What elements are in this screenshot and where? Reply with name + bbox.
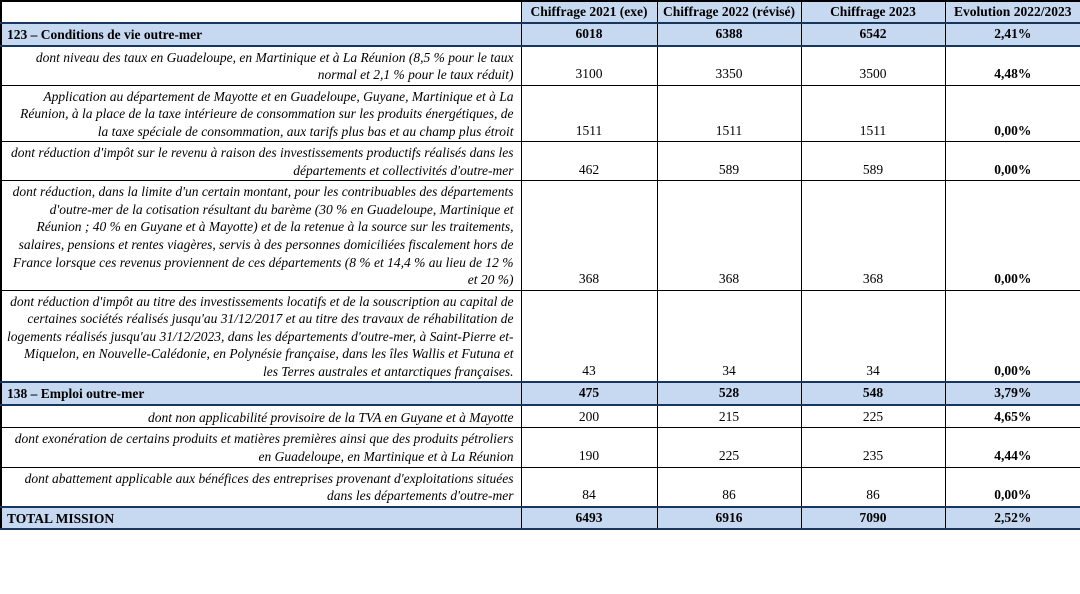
evolution-value: 3,79% (945, 382, 1080, 405)
chiffrage-value: 225 (657, 428, 801, 467)
row-label-detail: Application au département de Mayotte et en Guadeloupe, Guyane, Martinique et à La Réunion, à la place de la taxe intérieure de consommation sur les produits énergétiques, de la taxe spéciale de consommation, aux tarifs plus bas et au champ plus étroit (1, 85, 521, 142)
chiffrage-value: 6542 (801, 23, 945, 46)
row-label-detail: dont abattement applicable aux bénéfices des entreprises provenant d'exploitations situées dans les départements d'outre-mer (1, 467, 521, 507)
chiffrage-value: 43 (521, 290, 657, 382)
column-header: Chiffrage 2023 (801, 1, 945, 23)
evolution-value: 2,41% (945, 23, 1080, 46)
evolution-value: 4,48% (945, 46, 1080, 86)
chiffrage-value: 200 (521, 405, 657, 428)
chiffrage-value: 225 (801, 405, 945, 428)
chiffrage-value: 368 (801, 181, 945, 290)
evolution-value: 4,44% (945, 428, 1080, 467)
row-label-detail: dont réduction, dans la limite d'un certain montant, pour les contribuables des départements d'outre-mer de la cotisation résultant du barème (30 % en Guadeloupe, Martinique et Réunion ; 40 % en Guyane et à Mayotte) et de la retenue à la source sur les traitements, salaires, pensions et rentes viagères, servis à des personnes domiciliées fiscalement hors de France lorsque ces revenus proviennent de ces départements (8 % et 14,4 % au lieu de 12 % et 20 %) (1, 181, 521, 290)
evolution-value: 0,00% (945, 85, 1080, 142)
chiffrage-value: 6916 (657, 507, 801, 530)
chiffrage-value: 86 (801, 467, 945, 507)
chiffrage-value: 528 (657, 382, 801, 405)
chiffrage-value: 368 (521, 181, 657, 290)
row-label-detail: dont non applicabilité provisoire de la TVA en Guyane et à Mayotte (1, 405, 521, 428)
chiffrage-value: 589 (801, 142, 945, 181)
table-row (1, 467, 1080, 507)
chiffrage-value: 548 (801, 382, 945, 405)
chiffrage-value: 3350 (657, 46, 801, 86)
table-row (1, 405, 1080, 428)
column-header: Evolution 2022/2023 (945, 1, 1080, 23)
chiffrage-value: 1511 (521, 85, 657, 142)
evolution-value: 2,52% (945, 507, 1080, 530)
chiffrage-value: 86 (657, 467, 801, 507)
chiffrage-value: 6493 (521, 507, 657, 530)
evolution-value: 0,00% (945, 181, 1080, 290)
chiffrage-value: 3500 (801, 46, 945, 86)
chiffrage-value: 7090 (801, 507, 945, 530)
table-row (1, 23, 1080, 46)
chiffrage-value: 475 (521, 382, 657, 405)
evolution-value: 0,00% (945, 467, 1080, 507)
table-row (1, 85, 1080, 142)
chiffrage-value: 6388 (657, 23, 801, 46)
table-row (1, 46, 1080, 86)
column-header: Chiffrage 2022 (révisé) (657, 1, 801, 23)
table-body (1, 23, 1080, 529)
evolution-value: 0,00% (945, 142, 1080, 181)
chiffrage-value: 1511 (801, 85, 945, 142)
chiffrage-value: 589 (657, 142, 801, 181)
row-label-detail: dont exonération de certains produits et matières premières ainsi que des produits pétroliers en Guadeloupe, en Martinique et à La Réunion (1, 428, 521, 467)
chiffrage-value: 462 (521, 142, 657, 181)
chiffrage-value: 6018 (521, 23, 657, 46)
table-row (1, 290, 1080, 382)
chiffrage-value: 34 (657, 290, 801, 382)
chiffrage-value: 3100 (521, 46, 657, 86)
chiffrage-value: 368 (657, 181, 801, 290)
table-row (1, 507, 1080, 530)
chiffrage-value: 34 (801, 290, 945, 382)
chiffrage-value: 215 (657, 405, 801, 428)
corner-cell (1, 1, 521, 23)
row-label-detail: dont réduction d'impôt sur le revenu à raison des investissements productifs réalisés dans les départements et collectivités d'outre-mer (1, 142, 521, 181)
table-row (1, 181, 1080, 290)
chiffrage-value: 84 (521, 467, 657, 507)
chiffrage-value: 1511 (657, 85, 801, 142)
chiffrage-value: 190 (521, 428, 657, 467)
table-row (1, 382, 1080, 405)
chiffrage-value: 235 (801, 428, 945, 467)
row-label-detail: dont réduction d'impôt au titre des investissements locatifs et de la souscription au capital de certaines sociétés réalisés jusqu'au 31/12/2017 et au titre des travaux de réhabilitation de logements réalisés jusqu'au 31/12/2023, dans les départements d'outre-mer, à Saint-Pierre et-Miquelon, en Nouvelle-Calédonie, en Polynésie française, dans les îles Wallis et Futuna et les Terres australes et antarctiques françaises. (1, 290, 521, 382)
header-row (1, 1, 1080, 23)
row-label-section: 138 – Emploi outre-mer (1, 382, 521, 405)
table-row (1, 428, 1080, 467)
evolution-value: 4,65% (945, 405, 1080, 428)
row-label-detail: dont niveau des taux en Guadeloupe, en Martinique et à La Réunion (8,5 % pour le taux normal et 2,1 % pour le taux réduit) (1, 46, 521, 86)
row-label-section: TOTAL MISSION (1, 507, 521, 530)
table-row (1, 142, 1080, 181)
evolution-value: 0,00% (945, 290, 1080, 382)
row-label-section: 123 – Conditions de vie outre-mer (1, 23, 521, 46)
column-header: Chiffrage 2021 (exe) (521, 1, 657, 23)
